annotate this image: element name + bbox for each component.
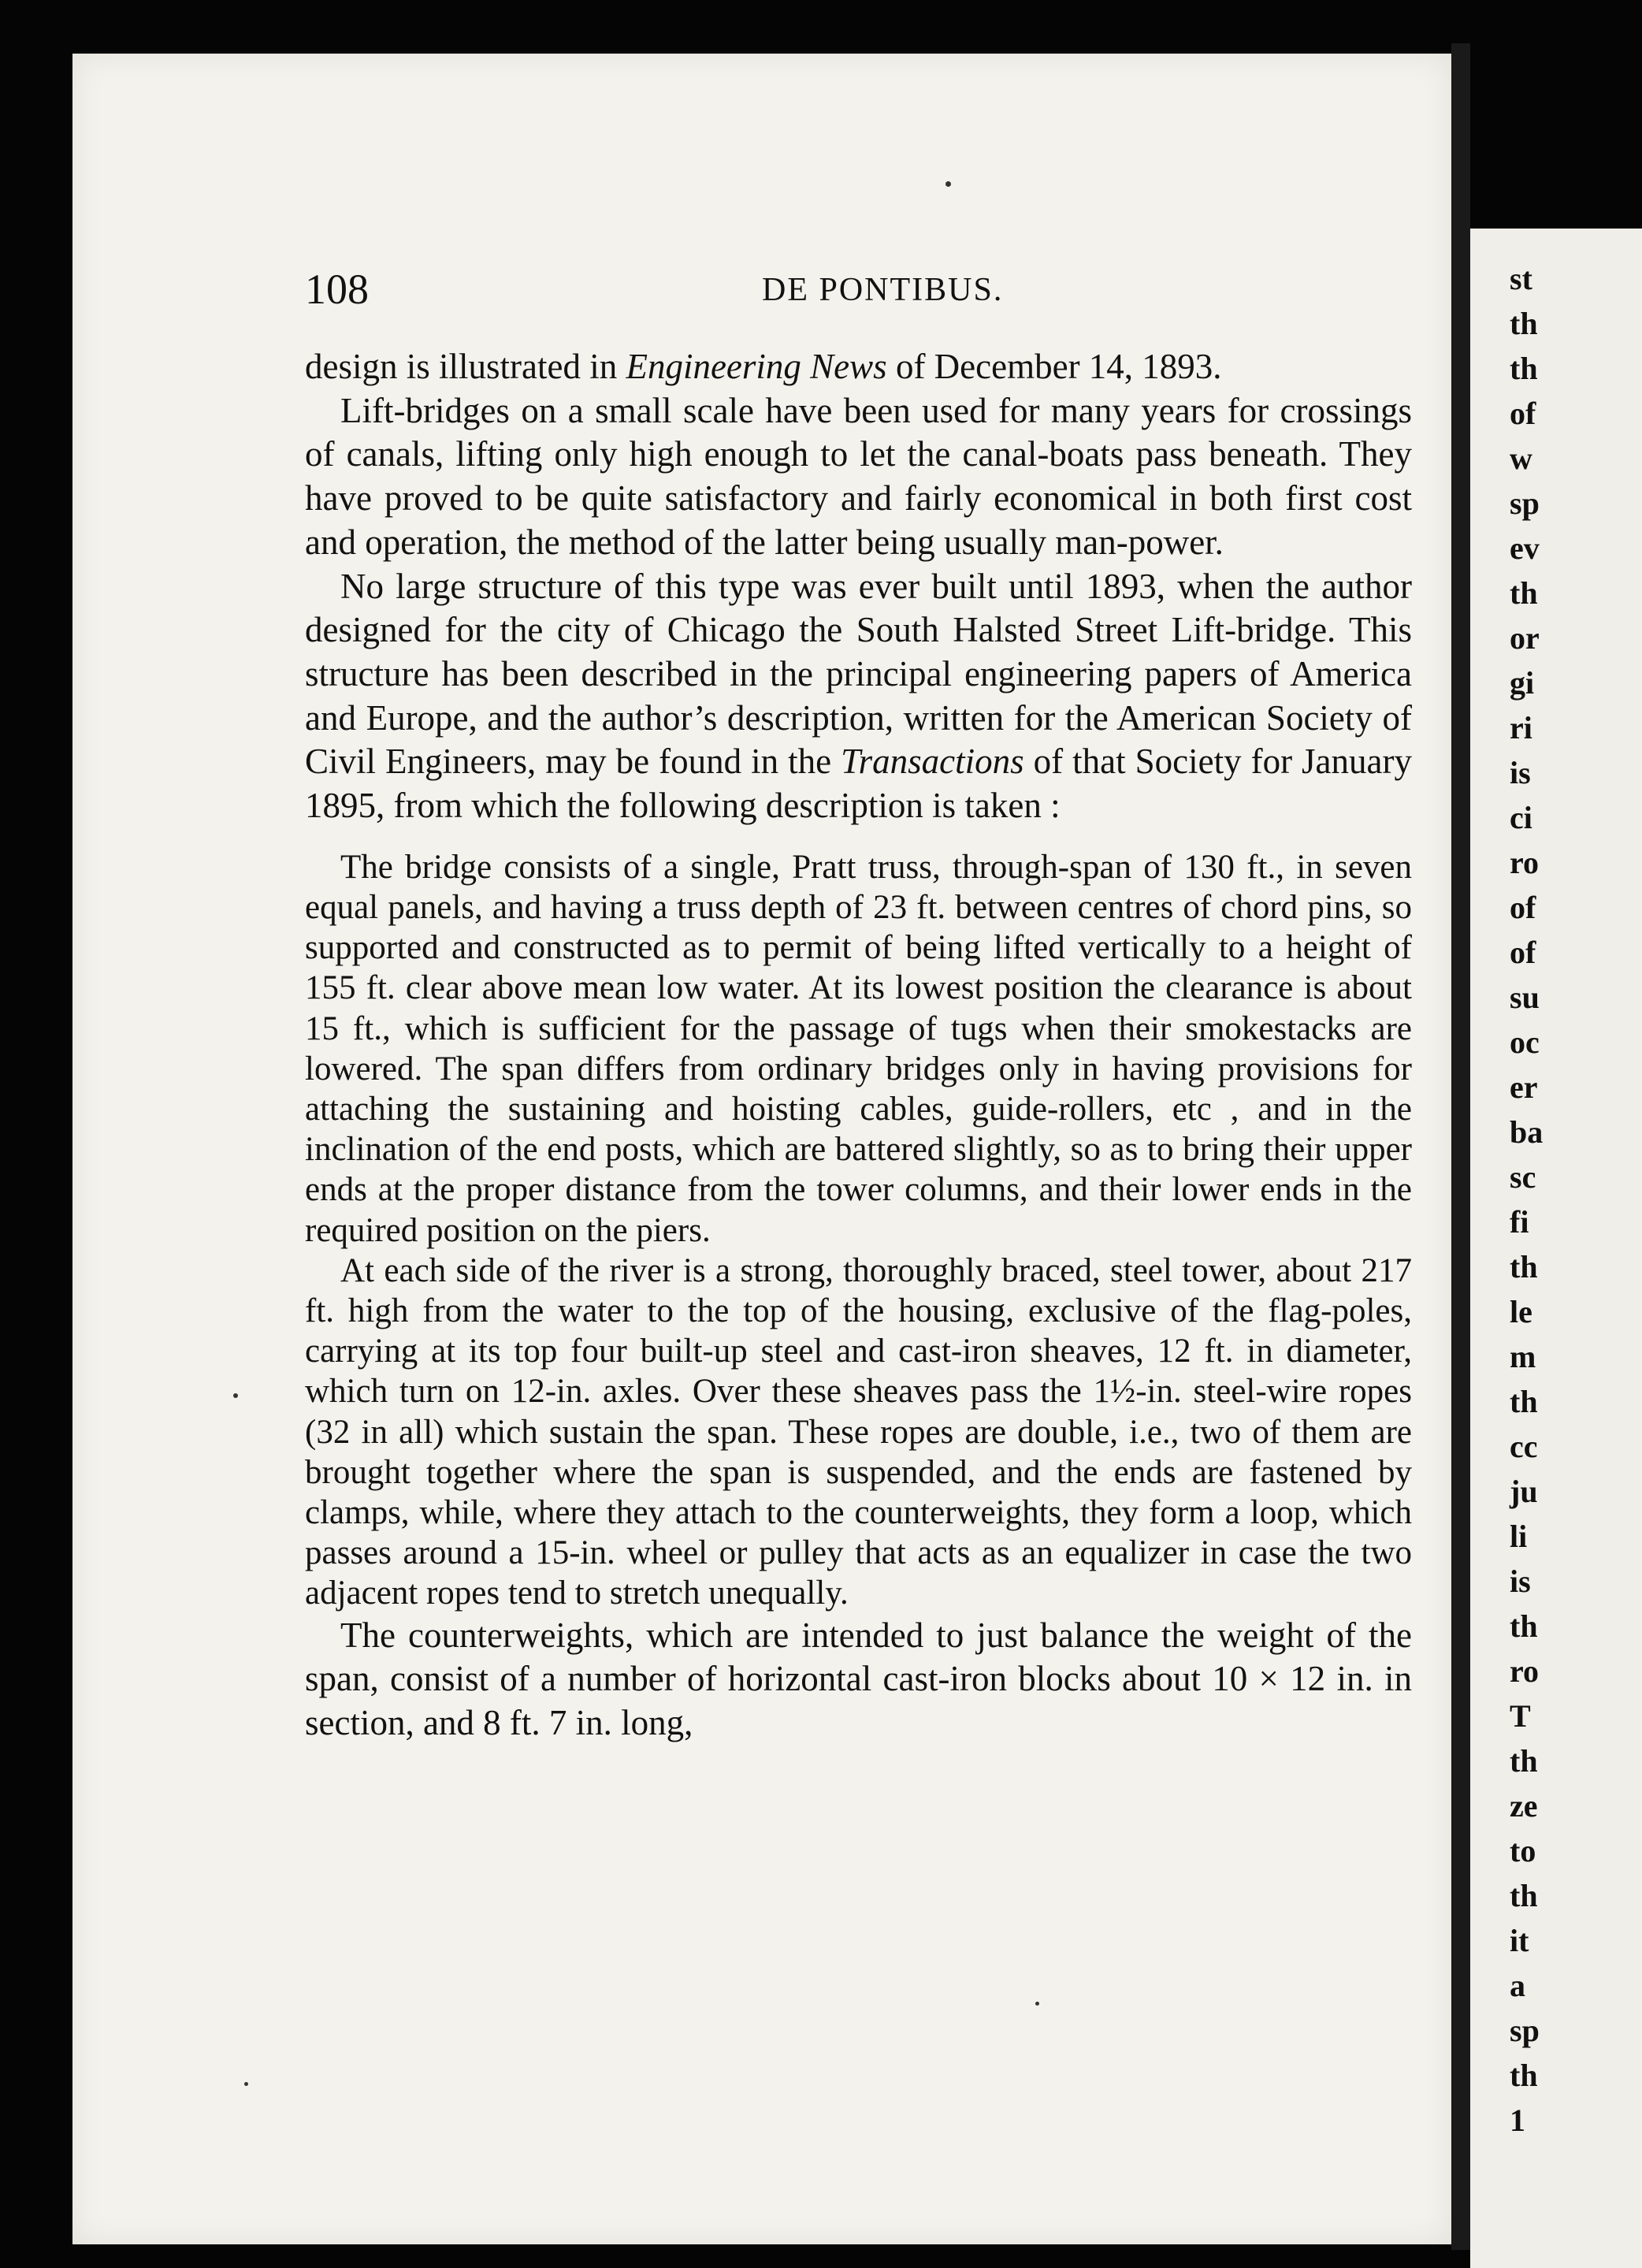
adjacent-page-fragment: th: [1510, 1249, 1538, 1285]
adjacent-page-fragment: th: [1510, 1608, 1538, 1644]
page-number: 108: [305, 266, 369, 313]
ink-speck: [1035, 2002, 1039, 2006]
adjacent-page-fragment: w: [1510, 441, 1532, 476]
text-run: No large structure of this type was ever built until 1893, when the author designed for the city of Chicago the South Halsted Street Lift-bridge. This structure has been described in the principal engineering papers of America and Europe, and the author’s description, written for the American Society of Civil Engineers, may be found in the: [305, 566, 1412, 782]
adjacent-page-fragment: or: [1510, 620, 1540, 656]
paragraph: The bridge consists of a single, Pratt truss, through-span of 130 ft., in seven equal panels, and having a truss depth of 23 ft. between centres of chord pins, so supported and constructed as to permit of being lifted vertically to a height of 155 ft. clear above mean low water. At its lowest position the clearance is about 15 ft., which is sufficient for the passage of tugs when their smokestacks are lowered. The span differs from ordinary bridges only in having provisions for attaching the sustaining and hoisting cables, guide-rollers, etc , and in the inclination of the end posts, which are battered slightly, so as to bring their upper ends at the proper distance from the tower columns, and their lower ends in the required position on the piers.: [305, 848, 1412, 1249]
adjacent-page-fragment: ci: [1510, 800, 1532, 835]
ink-speck: [233, 1393, 238, 1398]
text-run: design is illustrated in: [305, 347, 626, 386]
adjacent-page-fragment: th: [1510, 306, 1538, 341]
adjacent-page-fragment: ro: [1510, 1653, 1540, 1689]
paragraph: [305, 565, 1412, 828]
adjacent-page-fragment: fi: [1510, 1204, 1529, 1240]
adjacent-page-fragment: to: [1510, 1833, 1536, 1868]
adjacent-page-fragment: cc: [1510, 1429, 1538, 1464]
adjacent-page-fragment: li: [1510, 1519, 1528, 1554]
book-page: [72, 54, 1451, 2244]
book-gutter: [1451, 43, 1470, 2250]
adjacent-page-fragment: er: [1510, 1069, 1538, 1105]
adjacent-page: [1470, 229, 1642, 2268]
italic-title: Transactions: [841, 742, 1024, 782]
adjacent-page-fragment: oc: [1510, 1024, 1540, 1060]
adjacent-page-fragment: it: [1510, 1923, 1529, 1958]
paragraph: At each side of the river is a strong, thoroughly braced, steel tower, about 217 ft. high from the water to the top of the housing, exclusive of the flag-poles, carrying at its top four built-up steel and cast-iron sheaves, 12 ft. in diameter, which turn on 12-in. axles. Over these sheaves pass the 1½-in. steel-wire ropes (32 in all) which sustain the span. These ropes are double, i.e., two of them are brought together where the span is suspended, and the ends are fastened by clamps, while, where they attach to the counterweights, they form a loop, which passes around a 15-in. wheel or pulley that acts as an equalizer in case the two adjacent ropes tend to stretch unequally.: [305, 1251, 1412, 1612]
adjacent-page-fragment: is: [1510, 755, 1531, 790]
adjacent-page-fragment: sp: [1510, 485, 1540, 521]
adjacent-page-fragment: th: [1510, 2058, 1538, 2093]
ink-speck: [244, 2082, 248, 2086]
adjacent-page-fragment: is: [1510, 1563, 1531, 1599]
adjacent-page-fragment: le: [1510, 1294, 1532, 1329]
adjacent-page-fragment: th: [1510, 1878, 1538, 1913]
body-text: [305, 345, 1412, 1746]
text-run: of that Society for January 1895, from which the following description is taken :: [305, 742, 1412, 826]
adjacent-page-fragment: gi: [1510, 665, 1535, 701]
adjacent-page-fragment: th: [1510, 351, 1538, 386]
text-run: of December 14, 1893.: [886, 347, 1222, 386]
adjacent-page-fragment: of: [1510, 935, 1536, 970]
adjacent-page-fragment: 1: [1510, 2103, 1525, 2138]
adjacent-page-fragment: m: [1510, 1339, 1536, 1374]
page-header: [72, 265, 1451, 320]
adjacent-page-fragment: a: [1510, 1968, 1525, 2003]
adjacent-page-fragment: th: [1510, 1743, 1538, 1779]
quoted-description: [305, 847, 1412, 1614]
adjacent-page-fragment: of: [1510, 890, 1536, 925]
ink-speck: [945, 181, 951, 187]
adjacent-page-fragment: sc: [1510, 1159, 1536, 1195]
adjacent-page-fragment: of: [1510, 396, 1536, 431]
running-head: DE PONTIBUS.: [762, 272, 1004, 308]
adjacent-page-fragment: st: [1510, 261, 1532, 296]
paragraph: Lift-bridges on a small scale have been used for many years for crossings of canals, lifting only high enough to let the canal-boats pass beneath. They have proved to be quite satisfactory and fairly economical in both first cost and operation, the method of the latter being usually man-power.: [305, 390, 1412, 562]
adjacent-page-fragment: sp: [1510, 2013, 1540, 2048]
adjacent-page-fragment: ri: [1510, 710, 1532, 745]
adjacent-page-fragment: su: [1510, 980, 1540, 1015]
paragraph-continuation: [305, 345, 1412, 389]
adjacent-page-fragment: T: [1510, 1698, 1531, 1734]
adjacent-page-fragment: ba: [1510, 1114, 1544, 1150]
adjacent-page-fragment: ju: [1510, 1474, 1538, 1509]
adjacent-page-fragment: ro: [1510, 845, 1540, 880]
adjacent-page-fragment: th: [1510, 1384, 1538, 1419]
italic-title: Engineering News: [626, 347, 887, 386]
adjacent-page-fragment: th: [1510, 575, 1538, 611]
adjacent-page-fragment: ev: [1510, 530, 1540, 566]
adjacent-page-fragment: ze: [1510, 1788, 1538, 1824]
paragraph: The counterweights, which are intended to just balance the weight of the span, consist of a number of horizontal cast-iron blocks about 10 × 12 in. in section, and 8 ft. 7 in. long,: [305, 1615, 1412, 1742]
